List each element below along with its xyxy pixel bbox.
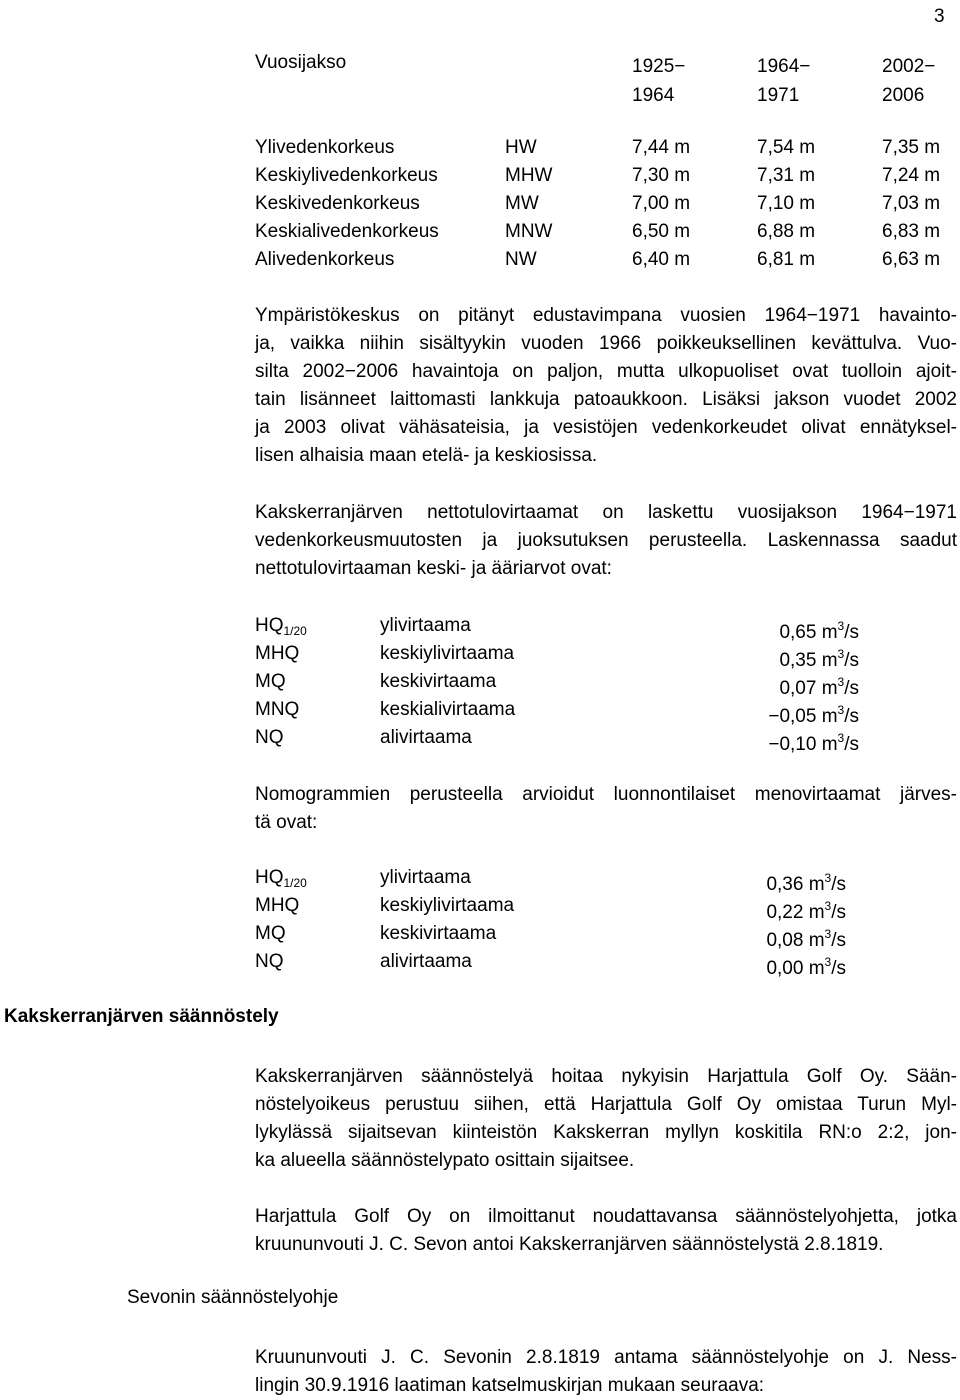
row-value-3: 6,63 m [882, 249, 941, 270]
paragraph-net-inflow [255, 499, 957, 583]
flow-value-number: 0,35 [779, 650, 817, 671]
row-abbr: MNW [505, 221, 553, 242]
unit-prefix: m [821, 622, 838, 643]
unit-prefix: m [821, 706, 838, 727]
paragraph-line: lykylässä sijaitsevan kiinteistön Kakskerran myllyn koskitila RN:o 2:2, jon- [255, 1122, 957, 1143]
row-value-2: 7,31 m [757, 165, 816, 186]
unit-prefix: m [821, 678, 838, 699]
flow-name: alivirtaama [380, 951, 472, 972]
flow-unit [821, 731, 859, 755]
paragraph-line: nöstelyoikeus perustuu siihen, että Harjattula Golf Oy omistaa Turun Myl- [255, 1094, 957, 1115]
row-value-1: 7,00 m [632, 193, 691, 214]
flow-name: ylivirtaama [380, 867, 471, 888]
unit-suffix: /s [831, 958, 846, 979]
unit-exponent: 3 [837, 675, 845, 689]
unit-exponent: 3 [837, 731, 845, 745]
row-value-1: 6,50 m [632, 221, 691, 242]
row-name: Ylivedenkorkeus [255, 137, 395, 158]
flow-value-number: 0,36 [766, 874, 804, 895]
period-2-end: 1971 [757, 85, 800, 106]
row-value-1: 7,30 m [632, 165, 691, 186]
paragraph-line: Kakskerranjärven säännöstelyä hoitaa nykyisin Harjattula Golf Oy. Sään- [255, 1066, 957, 1087]
unit-exponent: 3 [824, 955, 832, 969]
unit-prefix: m [808, 930, 825, 951]
flow-value-number: 0,07 [779, 678, 817, 699]
flow-code: MQ [255, 671, 286, 692]
flow-code-text: HQ [255, 615, 284, 636]
paragraph-line: nettotulovirtaaman keski- ja ääriarvot ovat: [255, 558, 612, 579]
unit-suffix: /s [831, 874, 846, 895]
flow-value-number: −0,10 [768, 734, 817, 755]
unit-prefix: m [808, 958, 825, 979]
unit-suffix: /s [831, 902, 846, 923]
row-abbr: MW [505, 193, 539, 214]
unit-exponent: 3 [837, 703, 845, 717]
row-name: Alivedenkorkeus [255, 249, 395, 270]
row-value-3: 7,24 m [882, 165, 941, 186]
period-3-start: 2002− [882, 56, 936, 77]
flow-value [766, 948, 846, 983]
flow-code-subscript: 1/20 [283, 876, 307, 890]
unit-exponent: 3 [824, 927, 832, 941]
row-abbr: NW [505, 249, 537, 270]
paragraph-line: Kakskerranjärven nettotulovirtaamat on laskettu vuosijakson 1964−1971 [255, 502, 957, 523]
unit-suffix: /s [844, 622, 859, 643]
row-value-1: 7,44 m [632, 137, 691, 158]
row-value-2: 6,81 m [757, 249, 816, 270]
paragraph-line: vedenkorkeusmuutosten ja juoksutuksen perusteella. Laskennassa saadut [255, 530, 957, 551]
paragraph-regulation [255, 1063, 957, 1175]
flow-code: MNQ [255, 699, 300, 720]
paragraph-line: ja 2003 olivat vähäsateisia, ja vesistöjen vedenkorkeudet olivat ennätyksel- [255, 417, 957, 438]
flow-code: NQ [255, 951, 284, 972]
paragraph-line: Kruununvouti J. C. Sevonin 2.8.1819 antama säännöstelyohje on J. Ness- [255, 1347, 957, 1368]
paragraph-line: tä ovat: [255, 812, 318, 833]
flow-name: keskiylivirtaama [380, 895, 515, 916]
paragraph-line: lingin 30.9.1916 laatiman katselmuskirjan mukaan seuraava: [255, 1375, 765, 1396]
flow-code: MHQ [255, 643, 300, 664]
flow-name: alivirtaama [380, 727, 472, 748]
page-number: 3 [934, 6, 945, 27]
period-1-start: 1925− [632, 56, 686, 77]
row-value-1: 6,40 m [632, 249, 691, 270]
paragraph-line: Harjattula Golf Oy on ilmoittanut noudattavansa säännöstelyohjetta, jotka [255, 1206, 957, 1227]
flow-unit [808, 955, 846, 979]
flow-value [768, 724, 859, 759]
paragraph-golf-notice [255, 1203, 957, 1259]
unit-exponent: 3 [837, 619, 845, 633]
flow-name: keskivirtaama [380, 923, 497, 944]
row-value-2: 7,54 m [757, 137, 816, 158]
flow-value-number: 0,65 [779, 622, 817, 643]
row-name: Keskiylivedenkorkeus [255, 165, 438, 186]
flow-value-number: 0,00 [766, 958, 804, 979]
unit-prefix: m [821, 734, 838, 755]
unit-suffix: /s [844, 734, 859, 755]
period-3-end: 2006 [882, 85, 925, 106]
flow-code: MQ [255, 923, 286, 944]
unit-prefix: m [808, 874, 825, 895]
flow-name: keskiylivirtaama [380, 643, 515, 664]
paragraph-line: lisen alhaisia maan etelä- ja keskiosissa. [255, 445, 598, 466]
paragraph-nomogram [255, 781, 957, 837]
table-header-period-2 [757, 52, 810, 110]
unit-exponent: 3 [837, 647, 845, 661]
section-heading-regulation: Kakskerranjärven säännöstely [4, 1006, 279, 1027]
section-heading-sevon: Sevonin säännöstelyohje [127, 1287, 339, 1308]
period-2-start: 1964− [757, 56, 811, 77]
row-abbr: MHW [505, 165, 553, 186]
paragraph-line: silta 2002−2006 havaintoja on paljon, mutta ulkopuoliset ovat tuolloin ajoit- [255, 361, 957, 382]
unit-suffix: /s [844, 650, 859, 671]
unit-suffix: /s [831, 930, 846, 951]
flow-name: ylivirtaama [380, 615, 471, 636]
flow-name: keskivirtaama [380, 671, 497, 692]
paragraph-line: kruununvouti J. C. Sevon antoi Kakskerranjärven säännöstelystä 2.8.1819. [255, 1234, 884, 1255]
unit-exponent: 3 [824, 871, 832, 885]
flow-value-number: 0,22 [766, 902, 804, 923]
row-value-3: 6,83 m [882, 221, 941, 242]
row-value-2: 7,10 m [757, 193, 816, 214]
unit-suffix: /s [844, 706, 859, 727]
flow-value-number: 0,08 [766, 930, 804, 951]
row-name: Keskialivedenkorkeus [255, 221, 439, 242]
period-1-end: 1964 [632, 85, 675, 106]
unit-prefix: m [821, 650, 838, 671]
unit-prefix: m [808, 902, 825, 923]
paragraph-observations [255, 302, 957, 470]
unit-exponent: 3 [824, 899, 832, 913]
table-header-period-3 [882, 52, 935, 110]
flow-code: NQ [255, 727, 284, 748]
row-abbr: HW [505, 137, 537, 158]
paragraph-sevon [255, 1344, 957, 1400]
paragraph-line: tain lisänneet laittomasti lankkuja patoaukkoon. Lisäksi jakson vuodet 2002 [255, 389, 957, 410]
paragraph-line: ka alueella säännöstelypato osittain sijaitsee. [255, 1150, 635, 1171]
table-header-label: Vuosijakso [255, 52, 347, 73]
flow-value-number: −0,05 [768, 706, 817, 727]
flow-name: keskialivirtaama [380, 699, 516, 720]
paragraph-line: ja, vaikka niihin sisältyykin vuoden 1966 poikkeuksellinen kevättulva. Vuo- [255, 333, 957, 354]
row-value-2: 6,88 m [757, 221, 816, 242]
flow-code: MHQ [255, 895, 300, 916]
paragraph-line: Ympäristökeskus on pitänyt edustavimpana vuosien 1964−1971 havainto- [255, 305, 957, 326]
flow-code-subscript: 1/20 [283, 624, 307, 638]
unit-suffix: /s [844, 678, 859, 699]
table-header-period-1 [632, 52, 685, 110]
row-name: Keskivedenkorkeus [255, 193, 420, 214]
row-value-3: 7,35 m [882, 137, 941, 158]
paragraph-line: Nomogrammien perusteella arvioidut luonnontilaiset menovirtaamat järves- [255, 784, 957, 805]
flow-code-text: HQ [255, 867, 284, 888]
row-value-3: 7,03 m [882, 193, 941, 214]
